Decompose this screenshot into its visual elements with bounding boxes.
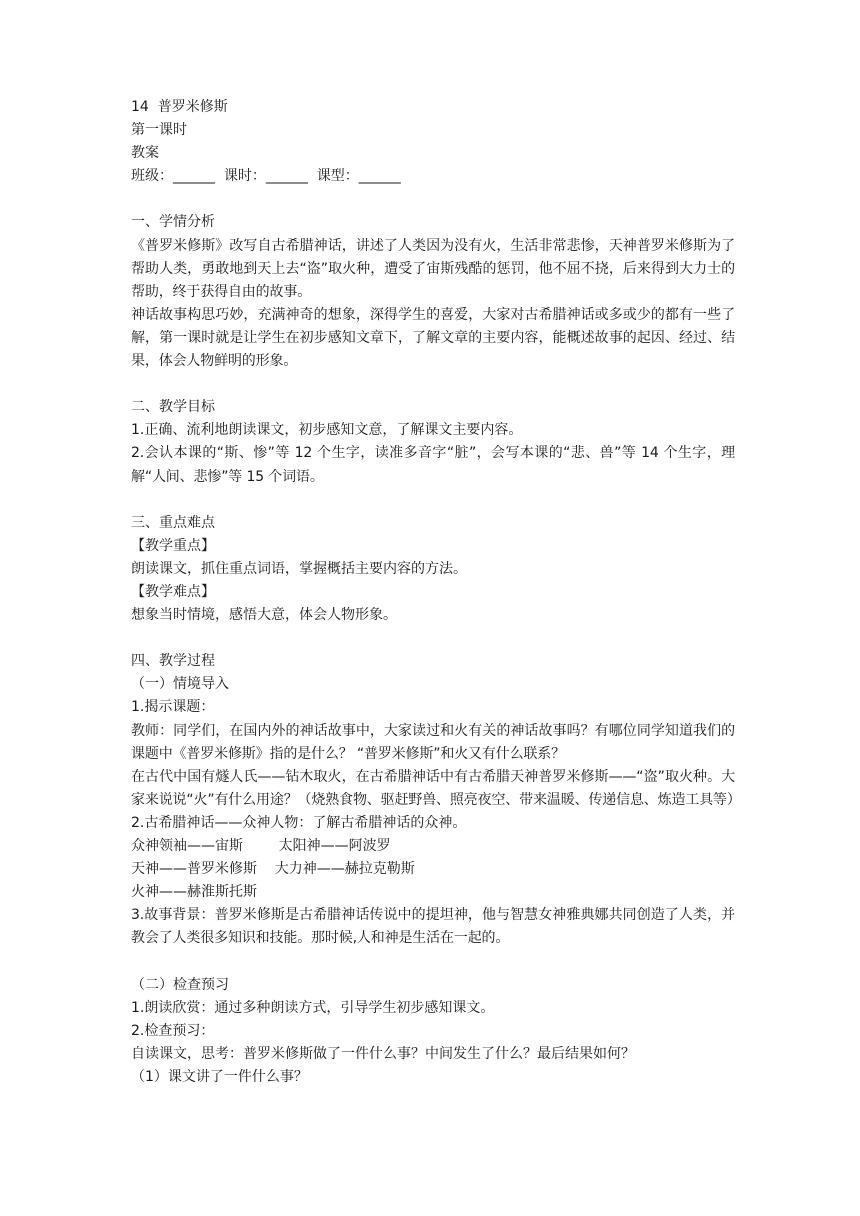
key-point-text: 朗读课文，抓住重点词语，掌握概括主要内容的方法。 xyxy=(131,560,467,577)
goal-1: 1.正确、流利地朗读课文，初步感知文意，了解课文主要内容。 xyxy=(131,422,523,439)
key-point-label: 【教学重点】 xyxy=(131,537,215,554)
section-heading-goals: 二、教学目标 xyxy=(131,399,215,416)
section-heading-key-points: 三、重点难点 xyxy=(131,514,215,531)
spacer xyxy=(131,373,735,396)
part-heading-preview: （二）检查预习 xyxy=(131,976,229,993)
lesson-period: 第一课时 xyxy=(131,122,187,139)
class-info: 班级：______ 课时：______ 课型：______ xyxy=(131,168,401,185)
reading-appreciation: 1.朗读欣赏：通过多种朗读方式，引导学生初步感知课文。 xyxy=(131,999,495,1016)
goal-2: 2.会认本课的“斯、惨”等 12 个生字，读准多音字“脏”，会写本课的“悲、兽”等 14 个生字，理解“人间、悲惨”等 15 个词语。 xyxy=(131,445,735,485)
gods-row-1: 众神领袖——宙斯 太阳神——阿波罗 xyxy=(131,838,391,854)
analysis-paragraph-2: 神话故事构思巧妙，充满神奇的想象，深得学生的喜爱，大家对古希腊神话或多或少的都有一些了解，第一课时就是让学生在初步感知文章下，了解文章的主要内容，能概述故事的起因、经过、结果，体会人物鲜明的形象。 xyxy=(131,306,735,370)
section-heading-process: 四、教学过程 xyxy=(131,653,215,670)
teacher-question: 教师：同学们，在国内外的神话故事中，大家读过和火有关的神话故事吗？有哪位同学知道我们的课题中《普罗米修斯》指的是什么？ “普罗米修斯”和火又有什么联系？ xyxy=(131,722,735,762)
analysis-paragraph-1: 《普罗米修斯》改写自古希腊神话，讲述了人类因为没有火，生活非常悲惨，天神普罗米修斯为了帮助人类，勇敢地到天上去“盗”取火种，遭受了宙斯残酷的惩罚，他不屈不挠，后来得到大力士的帮助，终于获得自由的故事。 xyxy=(131,237,735,300)
difficulty-text: 想象当时情境，感悟大意，体会人物形象。 xyxy=(131,607,397,624)
step-reveal-title: 1.揭示课题： xyxy=(131,699,215,716)
spacer xyxy=(131,950,735,973)
check-preview-label: 2.检查预习： xyxy=(131,1022,215,1039)
gods-row-3: 火神——赫淮斯托斯 xyxy=(131,884,257,901)
doc-type: 教案 xyxy=(131,145,159,162)
spacer xyxy=(131,188,735,211)
story-background: 3.故事背景：普罗米修斯是古希腊神话传说中的提坦神，他与智慧女神雅典娜共同创造了人类，并教会了人类很多知识和技能。那时候,人和神是生活在一起的。 xyxy=(131,907,735,947)
lesson-title: 14 普罗米修斯 xyxy=(131,99,228,115)
gods-heading: 2.古希腊神话——众神人物：了解古希腊神话的众神。 xyxy=(131,814,467,831)
part-heading-intro: （一）情境导入 xyxy=(131,676,229,693)
document-page xyxy=(131,96,741,1089)
gods-row-2: 天神——普罗米修斯 大力神——赫拉克勒斯 xyxy=(131,861,415,878)
fire-usage-paragraph: 在古代中国有燧人氏——钻木取火，在古希腊神话中有古希腊天神普罗米修斯——“盗”取火种。大家来说说“火”有什么用途？（烧熟食物、驱赶野兽、照亮夜空、带来温暖、传递信息、炼造工具等） xyxy=(131,768,741,808)
spacer xyxy=(131,489,735,512)
question-1: （1）课文讲了一件什么事？ xyxy=(131,1068,308,1085)
self-reading-prompt: 自读课文，思考：普罗米修斯做了一件什么事？中间发生了什么？最后结果如何？ xyxy=(131,1045,635,1062)
difficulty-label: 【教学难点】 xyxy=(131,583,215,600)
section-heading-analysis: 一、学情分析 xyxy=(131,214,215,231)
spacer xyxy=(131,627,735,650)
